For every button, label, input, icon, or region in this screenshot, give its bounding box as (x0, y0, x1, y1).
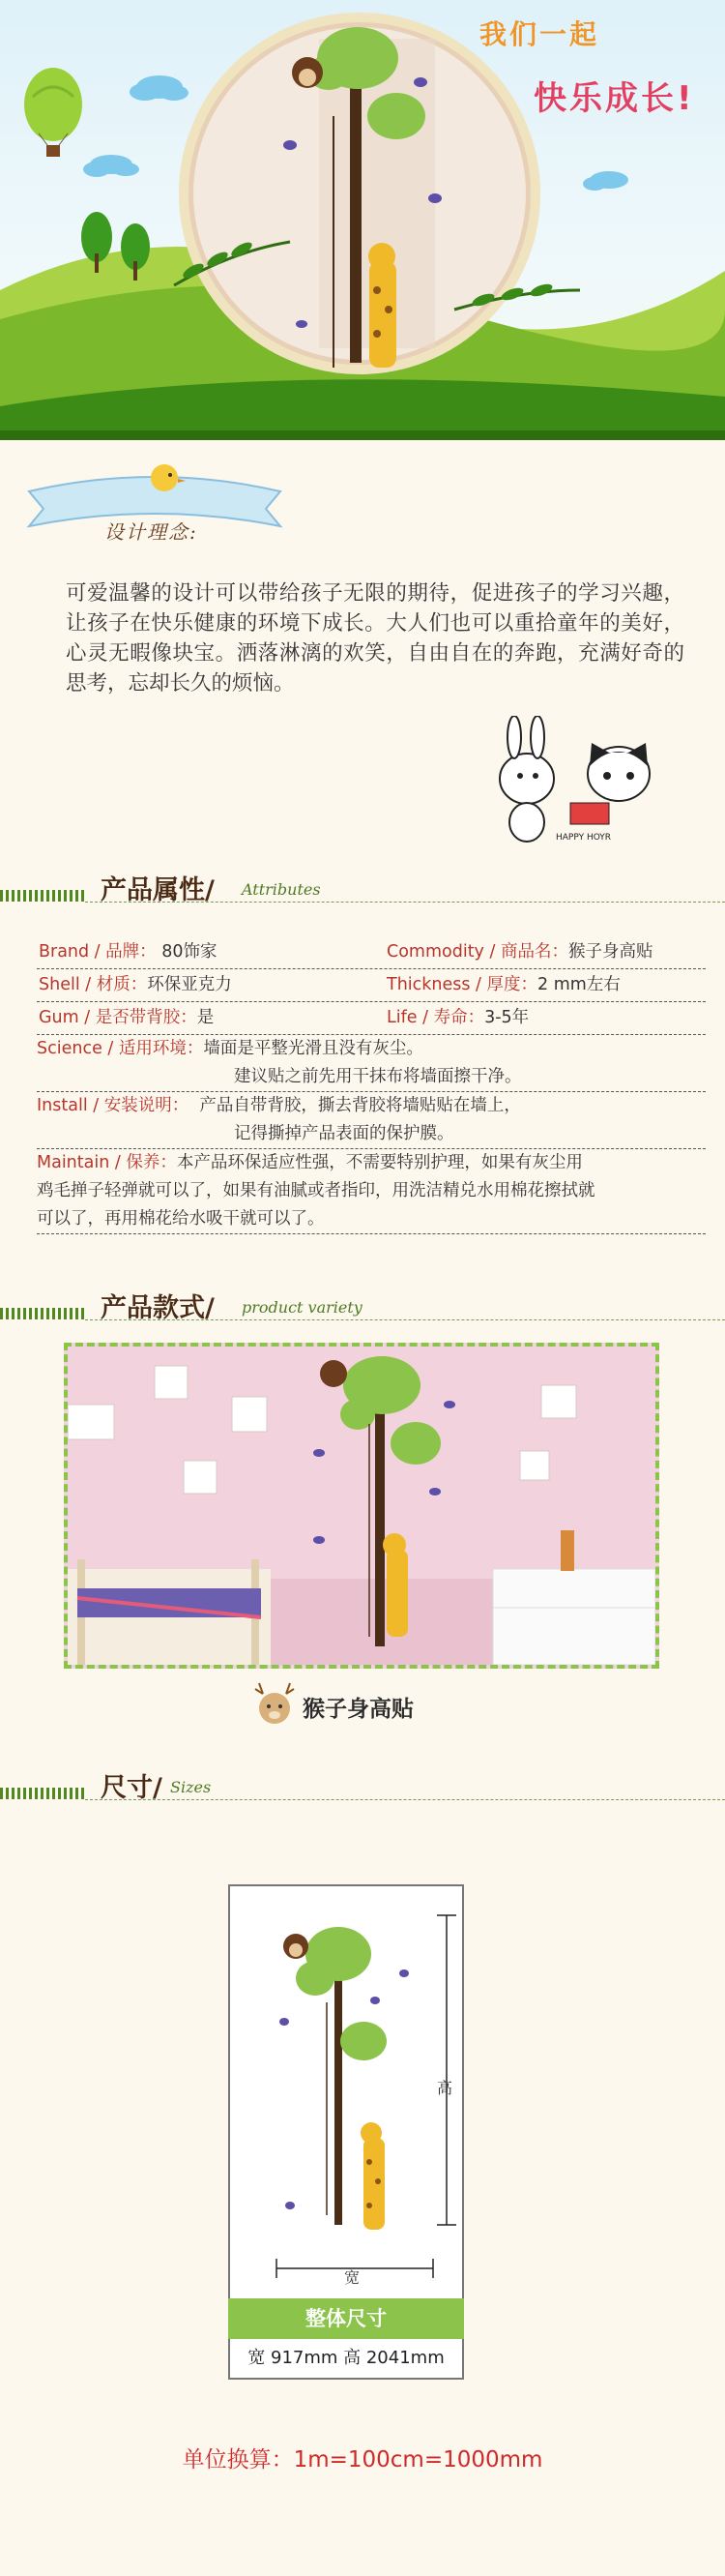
table-row (37, 936, 706, 969)
life-value: 3-5年 (484, 1008, 530, 1027)
hero-banner (0, 0, 725, 440)
concept-title: 设计理念: (104, 520, 198, 544)
size-title: 尺寸/ (101, 1773, 162, 1803)
size-section-header (0, 1766, 725, 1811)
height-label: 高 (437, 2079, 453, 2097)
shell-en: Shell / (39, 975, 92, 994)
attributes-table (37, 936, 706, 1234)
table-row-science (37, 1035, 706, 1092)
hero-slogan-line1 (479, 14, 599, 52)
thickness-zh: 厚度： (486, 975, 538, 994)
science-line2: 建议贴之前先用干抹布将墙面擦干净。 (234, 1067, 522, 1086)
variety-title: 产品款式/ (101, 1293, 215, 1323)
life-zh: 寿命： (433, 1008, 485, 1027)
thickness-en: Thickness / (387, 975, 481, 994)
header-stripes (0, 1788, 85, 1799)
slogan-text-1: 我们一起 (479, 18, 600, 50)
brand-en: Brand / (39, 942, 101, 962)
attributes-title: 产品属性/ (101, 875, 215, 905)
thickness-value: 2 mm左右 (537, 975, 621, 994)
variety-label: 猴子身高贴 (303, 1697, 414, 1722)
table-row-maintain (37, 1149, 706, 1234)
install-zh: 安装说明： (103, 1096, 189, 1115)
gum-value: 是 (196, 1008, 215, 1027)
science-zh: 适用环境： (118, 1039, 204, 1058)
unit-conversion: 单位换算：1m=100cm=1000mm (182, 2447, 543, 2472)
gum-zh: 是否带背胶： (95, 1008, 197, 1027)
install-line1: 产品自带背胶，撕去背胶将墙贴贴在墙上， (199, 1096, 521, 1115)
size-dimensions: 宽 917mm 高 2041mm (228, 2339, 464, 2380)
slogan-text-2: 快乐成长! (534, 79, 695, 118)
deer-icon (253, 1679, 296, 1730)
attributes-title-en: Attributes (242, 880, 321, 899)
table-row-install (37, 1092, 706, 1149)
header-rule (85, 1799, 725, 1800)
commodity-zh: 商品名： (500, 942, 568, 962)
brand-value: 80饰家 (161, 942, 218, 962)
size-diagram (228, 1884, 464, 2300)
maintain-zh: 保养： (126, 1153, 177, 1172)
maintain-en: Maintain / (37, 1153, 121, 1172)
variety-title-en: product variety (242, 1298, 362, 1317)
install-en: Install / (37, 1096, 100, 1115)
table-row (37, 969, 706, 1002)
variety-section-header (0, 1287, 725, 1331)
overall-size-label: 整体尺寸 (228, 2298, 464, 2339)
size-title-en: Sizes (170, 1778, 212, 1796)
commodity-value: 猴子身高贴 (567, 942, 653, 962)
concept-text: 可爱温馨的设计可以带给孩子无限的期待，促进孩子的学习兴趣，让孩子在快乐健康的环境下成长。大人们也可以重拾童年的美好，心灵无暇像块宝。洒落淋漓的欢笑，自由自在的奔跑，充满好奇的思考，忘却长久的烦恼。 (66, 581, 684, 696)
science-en: Science / (37, 1039, 114, 1058)
maintain-line3: 可以了，再用棉花给水吸干就可以了。 (37, 1209, 325, 1229)
rabbit-cat-mascot-icon (483, 716, 677, 851)
maintain-line2: 鸡毛掸子轻弹就可以了，如果有油腻或者指印，用洗洁精兑水用棉花擦拭就 (37, 1181, 595, 1200)
gum-en: Gum / (39, 1008, 91, 1027)
balloon-icon (24, 68, 82, 157)
attributes-section-header (0, 869, 725, 913)
hero-slogan-line2 (534, 72, 695, 119)
maintain-line1: 本产品环保适应性强，不需要特别护理，如果有灰尘用 (176, 1153, 583, 1172)
width-label: 宽 (344, 2268, 361, 2287)
install-line2: 记得撕掉产品表面的保护膜。 (234, 1124, 454, 1143)
header-stripes (0, 1308, 85, 1319)
mascot-text: HAPPY HOYR (556, 833, 612, 843)
hero-illustration (0, 0, 725, 440)
commodity-en: Commodity / (387, 942, 496, 962)
size-diagram-illustration (230, 1886, 462, 2298)
science-line1: 墙面是平整光滑且没有灰尘。 (203, 1039, 423, 1058)
shell-zh: 材质： (96, 975, 148, 994)
brand-zh: 品牌： (105, 942, 157, 962)
table-row (37, 1002, 706, 1035)
shell-value: 环保亚克力 (147, 975, 232, 994)
product-photo (64, 1343, 659, 1669)
room-scene-illustration (68, 1347, 655, 1665)
life-en: Life / (387, 1008, 428, 1027)
header-stripes (0, 890, 85, 902)
